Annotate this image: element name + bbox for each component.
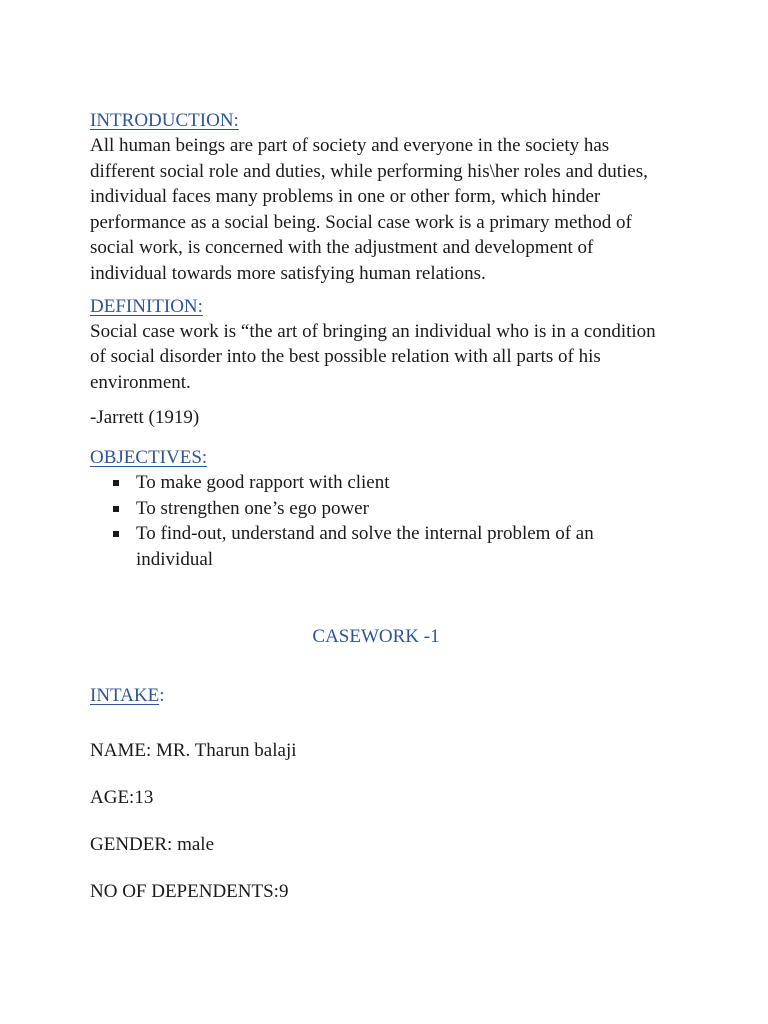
introduction-paragraph: All human beings are part of society and everyone in the society has different social role and duties, while performing his\her roles and duties, individual faces many problems in one or other form, which hinder performance as a social being. Social case work is a primary method of social work, is concerned with the adjustment and development of individual towards more satisfying human relations. (90, 135, 648, 284)
objectives-heading-text: OBJECTIVES: (90, 446, 208, 468)
list-item (90, 496, 670, 522)
intake-name: NAME: MR. Tharun balaji (90, 740, 297, 762)
intake-heading-text: INTAKE (90, 685, 160, 707)
list-item (90, 470, 670, 496)
definition-author: -Jarrett (1919) (90, 407, 200, 429)
definition-heading-text: DEFINITION: (90, 295, 203, 317)
objectives-heading (90, 445, 670, 470)
square-bullet-icon (113, 480, 119, 486)
casework-title: CASEWORK -1 (312, 626, 440, 648)
square-bullet-icon (113, 531, 119, 537)
definition-paragraph: Social case work is “the art of bringing an individual who is in a condition of social disorder into the best possible relation with all parts of his environment. (90, 320, 656, 393)
objectives-list (90, 470, 670, 572)
definition-heading (90, 294, 670, 319)
introduction-heading-text: INTRODUCTION: (90, 110, 239, 131)
intake-dependents: NO OF DEPENDENTS:9 (90, 881, 289, 903)
intake-heading-colon: : (159, 685, 165, 707)
square-bullet-icon (113, 506, 119, 512)
intake-gender: GENDER: male (90, 834, 215, 856)
objective-text: To find-out, understand and solve the internal problem of an individual (136, 523, 594, 570)
intake-age: AGE:13 (90, 787, 154, 809)
intake-heading (90, 683, 670, 708)
objective-text: To strengthen one’s ego power (136, 497, 369, 519)
introduction-heading (90, 108, 670, 133)
list-item (90, 521, 670, 572)
objective-text: To make good rapport with client (136, 471, 390, 493)
document-page (90, 108, 670, 904)
